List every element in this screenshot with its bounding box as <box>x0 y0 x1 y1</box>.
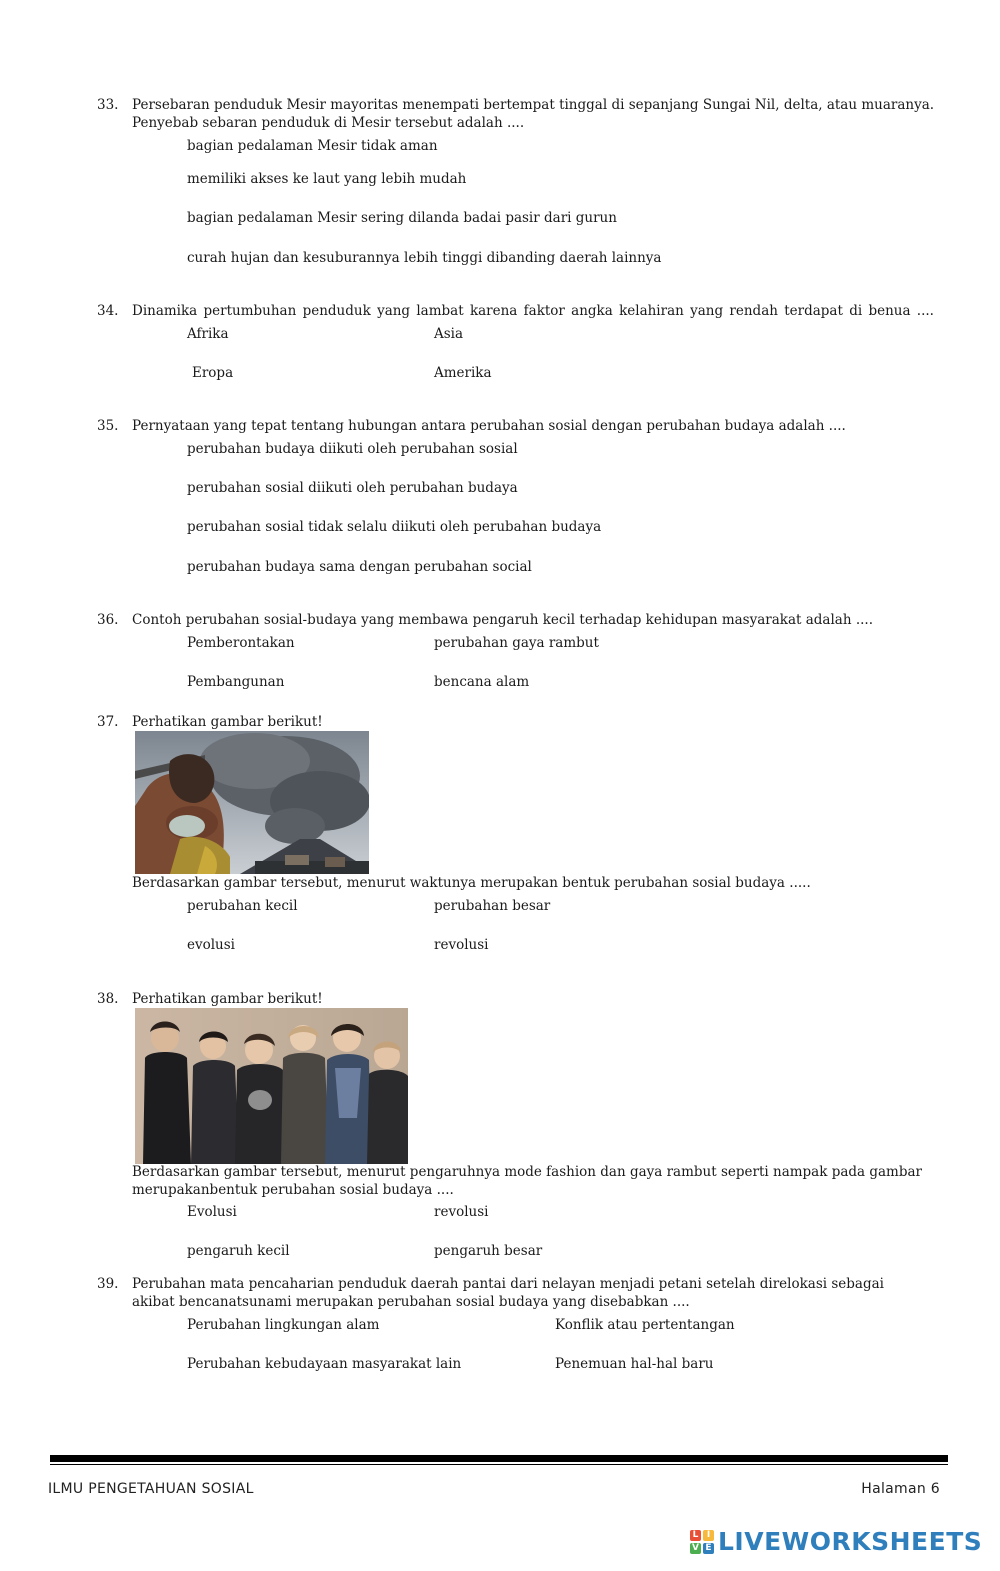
liveworksheets-logo[interactable] <box>690 1527 982 1556</box>
question-37-text-line-2: Berdasarkan gambar tersebut, menurut waktunya merupakan bentuk perubahan sosial budaya ..... <box>132 875 811 891</box>
volcano-eruption-photo <box>135 731 369 874</box>
footer-divider-thin <box>50 1464 948 1465</box>
question-34-option-d[interactable]: Amerika <box>434 365 492 381</box>
mark-letter-v: V <box>690 1543 701 1554</box>
question-39-option-b[interactable]: Konflik atau pertentangan <box>555 1317 735 1333</box>
question-35-text-line-1: Pernyataan yang tepat tentang hubungan antara perubahan sosial dengan perubahan budaya adalah .... <box>132 418 846 434</box>
question-33-option-d[interactable]: curah hujan dan kesuburannya lebih tinggi dibanding daerah lainnya <box>187 250 662 266</box>
question-37-number: 37. <box>97 714 119 730</box>
question-34-text-line-1: Dinamika pertumbuhan penduduk yang lambat karena faktor angka kelahiran yang rendah terdapat di benua .... <box>132 303 934 319</box>
question-33-option-b[interactable]: memiliki akses ke laut yang lebih mudah <box>187 171 467 187</box>
footer-divider-thick <box>50 1455 948 1462</box>
question-38-text-line-3: merupakanbentuk perubahan sosial budaya .... <box>132 1182 454 1198</box>
mark-letter-e: E <box>703 1543 714 1554</box>
question-34-option-a[interactable]: Afrika <box>187 326 229 342</box>
mark-letter-l: L <box>690 1530 701 1541</box>
question-39-text-line-2: akibat bencanatsunami merupakan perubahan sosial budaya yang disebabkan .... <box>132 1294 690 1310</box>
question-39-option-d[interactable]: Penemuan hal-hal baru <box>555 1356 714 1372</box>
question-38-option-c[interactable]: pengaruh kecil <box>187 1243 290 1259</box>
question-38-option-d[interactable]: pengaruh besar <box>434 1243 543 1259</box>
question-35-option-c[interactable]: perubahan sosial tidak selalu diikuti oleh perubahan budaya <box>187 519 602 535</box>
question-37-option-a[interactable]: perubahan kecil <box>187 898 298 914</box>
liveworksheets-mark-icon <box>690 1530 714 1554</box>
question-38-text-line-2: Berdasarkan gambar tersebut, menurut pengaruhnya mode fashion dan gaya rambut seperti nampak pada gambar <box>132 1164 923 1180</box>
question-37-text-line-1: Perhatikan gambar berikut! <box>132 714 323 730</box>
question-35-option-b[interactable]: perubahan sosial diikuti oleh perubahan budaya <box>187 480 518 496</box>
question-37-option-b[interactable]: perubahan besar <box>434 898 551 914</box>
question-39-option-a[interactable]: Perubahan lingkungan alam <box>187 1317 380 1333</box>
question-39-option-c[interactable]: Perubahan kebudayaan masyarakat lain <box>187 1356 462 1372</box>
question-36-option-a[interactable]: Pemberontakan <box>187 635 295 651</box>
mark-letter-i: I <box>703 1530 714 1541</box>
question-35-number: 35. <box>97 418 119 434</box>
question-39-text-line-1: Perubahan mata pencaharian penduduk daerah pantai dari nelayan menjadi petani setelah direlokasi sebagai <box>132 1276 884 1292</box>
question-38-option-a[interactable]: Evolusi <box>187 1204 237 1220</box>
question-34-option-c[interactable]: Eropa <box>192 365 234 381</box>
question-33-option-c[interactable]: bagian pedalaman Mesir sering dilanda badai pasir dari gurun <box>187 210 617 226</box>
footer-page-number: Halaman 6 <box>861 1481 940 1497</box>
question-34-number: 34. <box>97 303 119 319</box>
question-36-option-c[interactable]: Pembangunan <box>187 674 285 690</box>
question-36-text-line-1: Contoh perubahan sosial-budaya yang membawa pengaruh kecil terhadap kehidupan masyarakat adalah .... <box>132 612 873 628</box>
question-38-text-line-1: Perhatikan gambar berikut! <box>132 991 323 1007</box>
question-34-option-b[interactable]: Asia <box>434 326 464 342</box>
footer-subject: ILMU PENGETAHUAN SOSIAL <box>48 1481 254 1497</box>
boy-band-fashion-photo <box>135 1008 408 1164</box>
question-35-option-a[interactable]: perubahan budaya diikuti oleh perubahan sosial <box>187 441 518 457</box>
question-36-number: 36. <box>97 612 119 628</box>
question-36-option-b[interactable]: perubahan gaya rambut <box>434 635 599 651</box>
question-37-option-c[interactable]: evolusi <box>187 937 236 953</box>
question-36-option-d[interactable]: bencana alam <box>434 674 530 690</box>
question-33-text-line-2: Penyebab sebaran penduduk di Mesir tersebut adalah .... <box>132 115 525 131</box>
question-39-number: 39. <box>97 1276 119 1292</box>
question-38-option-b[interactable]: revolusi <box>434 1204 489 1220</box>
liveworksheets-wordmark: LIVEWORKSHEETS <box>718 1527 983 1556</box>
question-35-option-d[interactable]: perubahan budaya sama dengan perubahan social <box>187 559 532 575</box>
question-37-option-d[interactable]: revolusi <box>434 937 489 953</box>
question-38-number: 38. <box>97 991 119 1007</box>
question-33-number: 33. <box>97 97 119 113</box>
question-33-text-line-1: Persebaran penduduk Mesir mayoritas menempati bertempat tinggal di sepanjang Sungai Nil, delta, atau muaranya. <box>132 97 935 113</box>
question-33-option-a[interactable]: bagian pedalaman Mesir tidak aman <box>187 138 438 154</box>
